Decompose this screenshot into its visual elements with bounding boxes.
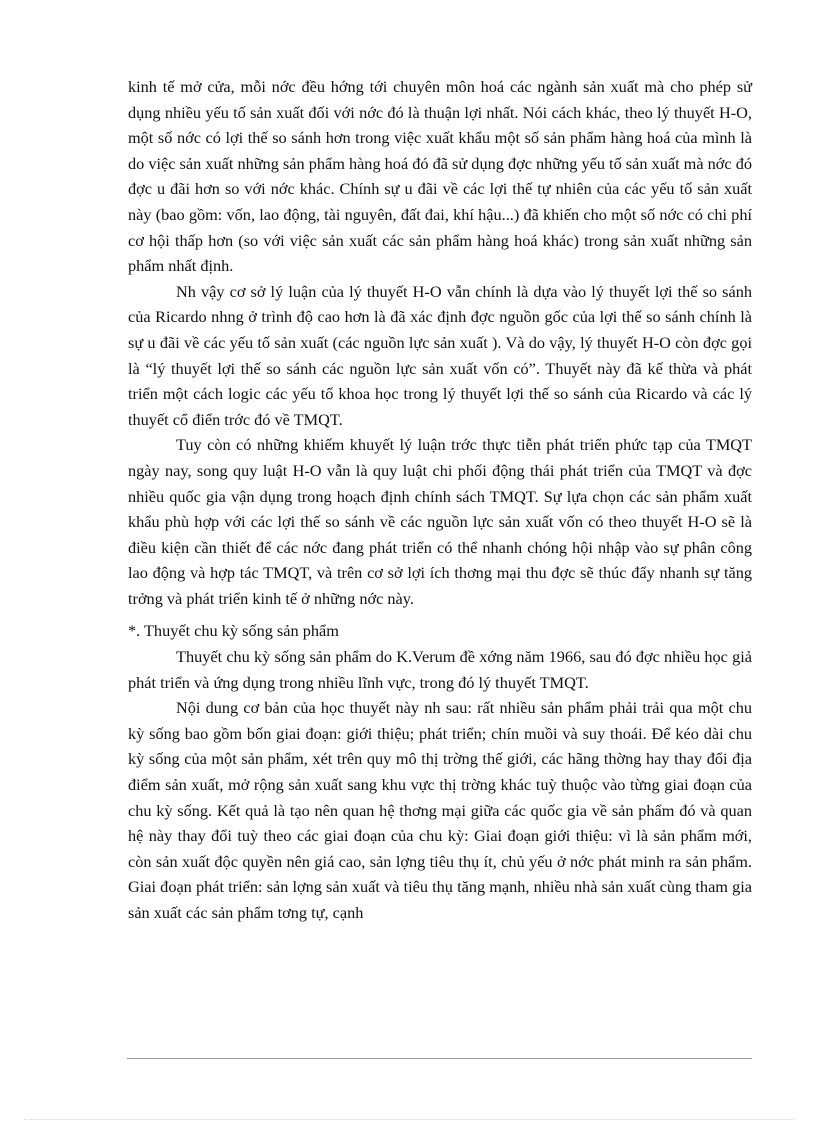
document-page: [128, 74, 752, 926]
paragraph-4: Thuyết chu kỳ sống sản phẩm do K.Verum đề xớng năm 1966, sau đó đợc nhiều học giả phát triển và ứng dụng trong nhiều lĩnh vực, trong đó lý thuyết TMQT.: [128, 647, 752, 692]
paragraph-2: Nh vậy cơ sở lý luận của lý thuyết H-O vẫn chính là dựa vào lý thuyết lợi thế so sánh của Ricardo nhng ở trình độ cao hơn là đã xác định đợc nguồn gốc của lợi thế so sánh chính là sự u đãi về các yếu tố sản xuất (các nguồn lực sản xuất ). Và do vậy, lý thuyết H-O còn đợc gọi là “lý thuyết lợi thế so sánh các nguồn lực sản xuất vốn có”. Thuyết này đã kế thừa và phát triển một cách logic các yếu tố khoa học trong lý thuyết lợi thế so sánh của Ricardo và các lý thuyết cổ điển trớc đó về TMQT.: [128, 281, 752, 429]
paragraph-1: kinh tế mở cửa, mỗi nớc đều hớng tới chuyên môn hoá các ngành sản xuất mà cho phép sử dụng nhiều yếu tố sản xuất đối với nớc đó là thuận lợi nhất. Nói cách khác, theo lý thuyết H-O, một số nớc có lợi thế so sánh hơn trong việc xuất khẩu một số sản phẩm hàng hoá của mình là do việc sản xuất những sản phẩm hàng hoá đó đã sử dụng đợc những yếu tố sản xuất mà nớc đó đợc u đãi hơn so với nớc khác. Chính sự u đãi về các lợi thế tự nhiên của các yếu tố sản xuất này (bao gồm: vốn, lao động, tài nguyên, đất đai, khí hậu...) đã khiến cho một số nớc có chi phí cơ hội thấp hơn (so với việc sản xuất các sản phẩm hàng hoá khác) trong sản xuất những sản phẩm nhất định.: [128, 77, 752, 276]
footer-rule: [127, 1058, 752, 1059]
paragraph-3: Tuy còn có những khiếm khuyết lý luận trớc thực tiễn phát triển phức tạp của TMQT ngày nay, song quy luật H-O vẫn là quy luật chi phối động thái phát triển của TMQT và đợc nhiều quốc gia vận dụng trong hoạch định chính sách TMQT. Sự lựa chọn các sản phẩm xuất khẩu phù hợp với các lợi thế so sánh về các nguồn lực sản xuất vốn có theo thuyết H-O sẽ là điều kiện cần thiết để các nớc đang phát triển có thể nhanh chóng hội nhập vào sự phân công lao động và hợp tác TMQT, và trên cơ sở lợi ích thơng mại thu đợc sẽ thúc đẩy nhanh sự tăng trởng và phát triển kinh tế ở những nớc này.: [128, 435, 752, 608]
paragraph-5: Nội dung cơ bản của học thuyết này nh sau: rất nhiều sản phẩm phải trải qua một chu kỳ sống bao gồm bốn giai đoạn: giới thiệu; phát triển; chín muồi và suy thoái. Để kéo dài chu kỳ sống của một sản phẩm, xét trên quy mô thị trờng thế giới, các hãng thờng hay thay đổi địa điểm sản xuất, mở rộng sản xuất sang khu vực thị trờng khác tuỳ thuộc vào từng giai đoạn của chu kỳ sống. Kết quả là tạo nên quan hệ thơng mại giữa các quốc gia về sản phẩm đó và quan hệ này thay đổi tuỳ theo các giai đoạn của chu kỳ: Giai đoạn giới thiệu: vì là sản phẩm mới, còn sản xuất độc quyền nên giá cao, sản lợng tiêu thụ ít, chủ yếu ở nớc phát minh ra sản phẩm. Giai đoạn phát triển: sản lợng sản xuất và tiêu thụ tăng mạnh, nhiều nhà sản xuất cùng tham gia sản xuất các sản phẩm tơng tự, cạnh: [128, 698, 752, 922]
page-edge-dotted-line: [24, 1119, 794, 1120]
section-heading: *. Thuyết chu kỳ sống sản phẩm: [128, 621, 339, 641]
